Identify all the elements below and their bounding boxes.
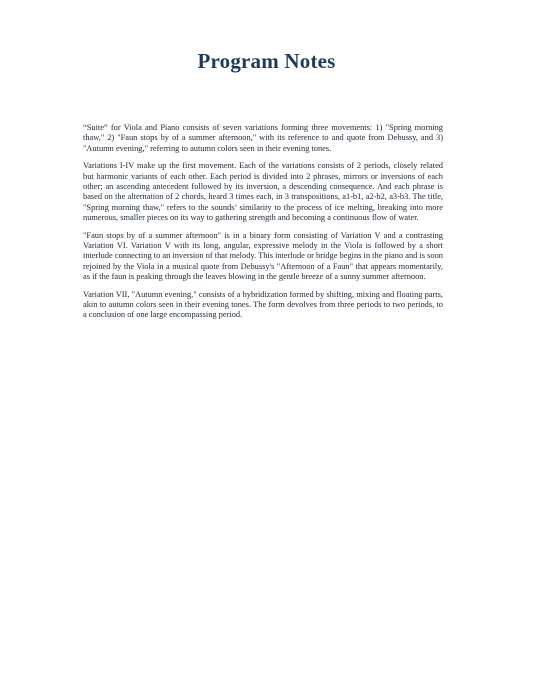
- paragraph-third-movement: Variation VII, "Autumn evening," consists of a hybridization formed by shifting, mixing and floating parts, akin to autumn colors seen in their evening tones. The form devolves from three periods to two periods, to a conclusion of one large encompassing period.: [83, 289, 443, 320]
- paragraph-second-movement: "Faun stops by of a summer afternoon" is in a binary form consisting of Variation V and a contrasting Variation VI. Variation V with its long, angular, expressive melody in the Viola is followed by a short interlude connecting to an inversion of that melody. This interlude or bridge begins in the piano and is soon rejoined by the Viola in a musical quote from Debussy's "Afternoon of a Faun" that appears momentarily, as if the faun is peaking through the leaves blowing in the gentle breeze of a sunny summer afternoon.: [83, 230, 443, 281]
- document-body: [83, 123, 443, 328]
- page-title: Program Notes: [197, 49, 336, 73]
- paragraph-first-movement: Variations I-IV make up the first movement. Each of the variations consists of 2 periods, closely related but harmonic variants of each other. Each period is divided into 2 phrases, mirrors or inversions of each other; an ascending antecedent followed by its inversion, a descending consequence. And each phrase is based on the alternation of 2 chords, heard 3 times each, in 3 transpositions, a1-b1, a2-b2, a3-b3. The title, "Spring morning thaw," refers to the sounds’ similarity to the process of ice melting, breaking into more numerous, smaller pieces on its way to gathering strength and becoming a continuous flow of water.: [83, 161, 443, 222]
- paragraph-intro: “Suite” for Viola and Piano consists of seven variations forming three movements: 1) "Spring morning thaw," 2) "Faun stops by of a summer afternoon," with its reference to and quote from Debussy, and 3) "Autumn evening," referring to autumn colors seen in their evening tones.: [83, 123, 443, 153]
